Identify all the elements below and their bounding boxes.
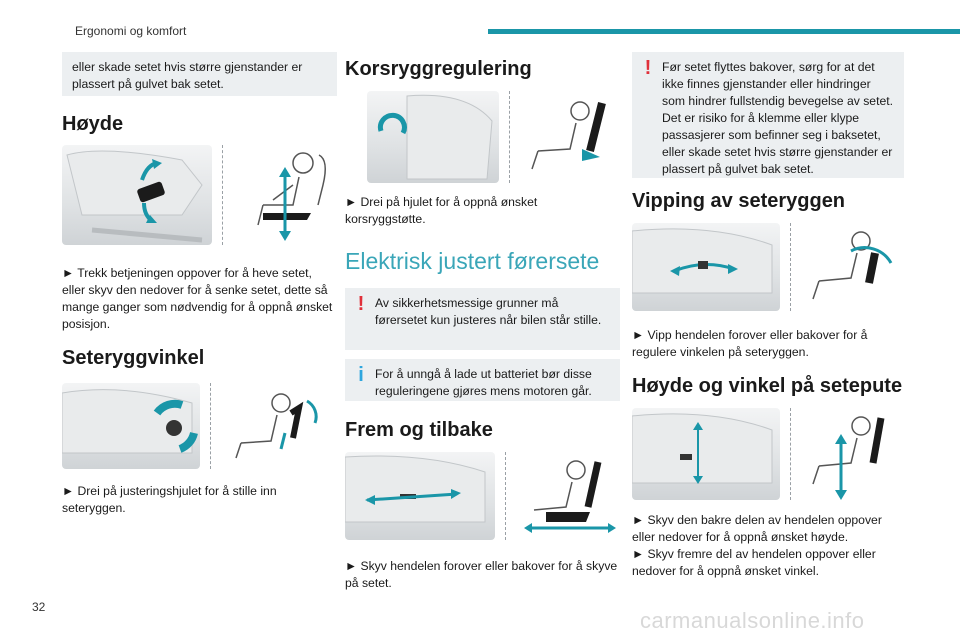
figure-backrest (62, 383, 337, 469)
lumbar-instruction: ► Drei på hjulet for å oppnå ønsket korsryggstøtte. (345, 195, 538, 226)
person-diagram (801, 408, 904, 500)
height-instruction: ► Trekk betjeningen oppover for å heve setet, eller skyv den nedover for å senke setet, dette så mange ganger som nødvendig for å oppnå ønsket posisjon. (62, 266, 333, 331)
seat-illustration (62, 145, 212, 245)
seat-illustration (632, 408, 780, 500)
figure-divider (222, 145, 223, 245)
heading-cushion: Høyde og vinkel på setepute (632, 375, 903, 397)
note-continued (62, 52, 337, 96)
backrest-instruction: ► Drei på justeringshjulet for å stille inn seteryggen. (62, 484, 277, 515)
header-accent-bar (488, 29, 960, 34)
seat-illustration (345, 452, 495, 540)
warning-icon: ! (644, 57, 652, 79)
forward-back-instruction: ► Skyv hendelen forover eller bakover for å skyve på setet. (345, 559, 618, 590)
figure-divider (210, 383, 211, 469)
figure-height (62, 145, 337, 245)
heading-forward-back: Frem og tilbake (345, 419, 493, 441)
warning-note (632, 52, 904, 178)
info-icon: i (358, 364, 364, 386)
note-text: eller skade setet hvis større gjenstander er plassert på gulvet bak setet. (72, 60, 303, 91)
heading-lumbar: Korsryggregulering (345, 58, 532, 80)
figure-cushion (632, 408, 904, 500)
heading-electric-seat: Elektrisk justert førersete (345, 248, 600, 274)
page-number: 32 (32, 600, 46, 614)
figure-divider (790, 408, 791, 500)
person-diagram (516, 452, 620, 540)
figure-lumbar (345, 91, 620, 183)
person-diagram (520, 91, 620, 183)
info-text: For å unngå å lade ut batteriet bør disse reguleringene gjøres mens motoren går. (375, 367, 592, 398)
info-note (345, 359, 620, 401)
cushion-angle-instruction: ► Skyv fremre del av hendelen oppover eller nedover for å oppnå ønsket vinkel. (632, 547, 876, 578)
warning-icon: ! (357, 293, 365, 315)
seat-illustration (62, 383, 200, 469)
seat-illustration (632, 223, 780, 311)
person-diagram (233, 145, 337, 245)
recline-instruction: ► Vipp hendelen forover eller bakover for å regulere vinkelen på seteryggen. (632, 328, 868, 359)
section-title: Ergonomi og komfort (75, 24, 187, 38)
warning-text: Av sikkerhetsmessige grunner må førersetet kun justeres når bilen står stille. (375, 296, 602, 327)
seat-illustration (367, 91, 499, 183)
warning-note (345, 288, 620, 350)
column-2 (345, 52, 620, 592)
person-diagram (801, 223, 904, 311)
person-diagram (221, 383, 337, 469)
figure-recline (632, 223, 904, 311)
column-3 (632, 52, 904, 580)
figure-forward-back (345, 452, 620, 540)
figure-divider (505, 452, 506, 540)
watermark: carmanualsonline.info (640, 608, 865, 633)
column-1 (62, 52, 337, 517)
figure-divider (790, 223, 791, 311)
cushion-height-instruction: ► Skyv den bakre delen av hendelen oppover eller nedover for å oppnå ønsket høyde. (632, 513, 882, 544)
heading-backrest-angle: Seteryggvinkel (62, 347, 205, 369)
heading-height: Høyde (62, 113, 124, 135)
heading-recline: Vipping av seteryggen (632, 190, 846, 212)
figure-divider (509, 91, 510, 183)
warning-text: Før setet flyttes bakover, sørg for at det ikke finnes gjenstander eller hindringer som hindrer fullstendig bevegelse av setet. Det er risiko for å klemme eller klype passasjerer som befinner seg i baksetet, eller skade setet hvis større gjenstander er plassert på gulvet bak setet. (662, 60, 894, 176)
